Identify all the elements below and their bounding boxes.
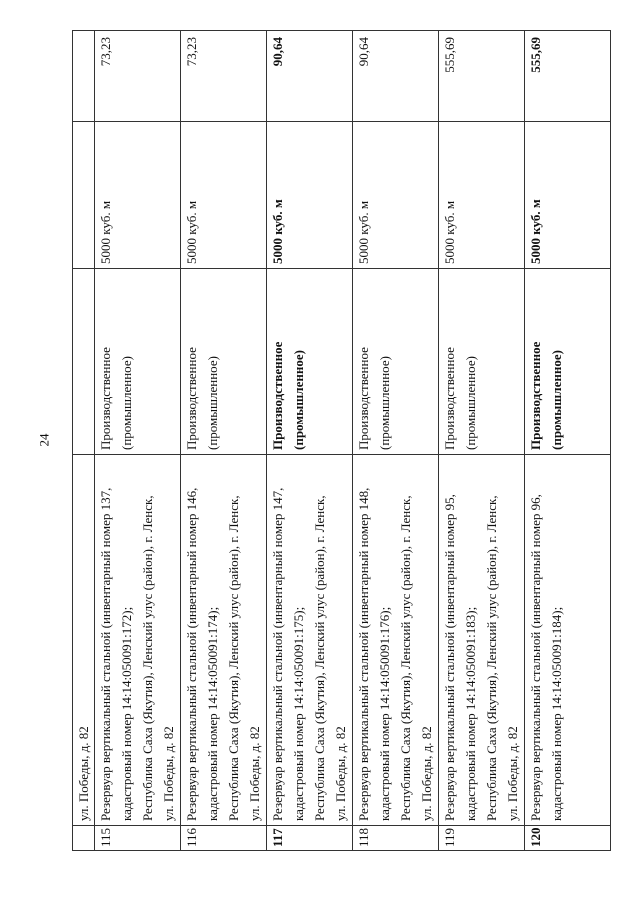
desc-line: кадастровый номер 14:14:050091:176); (377, 606, 393, 821)
cell-area: 90,64 (267, 31, 353, 122)
cell-type: Производственное (промышленное) (181, 269, 267, 455)
desc-line: Резервуар вертикальный стальной (инвентарный номер 95, (442, 494, 458, 821)
desc-line: Республика Саха (Якутия), Ленский улус (район), г. Ленск, (312, 495, 328, 821)
table-row (525, 31, 611, 851)
desc-line: кадастровый номер 14:14:050091:183); (463, 606, 479, 821)
cell-volume: 5000 куб. м (439, 122, 525, 269)
desc-line: Резервуар вертикальный стальной (инвентарный номер 96, (528, 494, 544, 821)
desc-line: Резервуар вертикальный стальной (инвентарный номер 147, (270, 487, 286, 821)
cell-volume (73, 122, 95, 269)
cell-area: 73,23 (181, 31, 267, 122)
cell-description (525, 455, 611, 826)
cell-description (353, 455, 439, 826)
cell-area: 90,64 (353, 31, 439, 122)
cell-area (73, 31, 95, 122)
cell-volume: 5000 куб. м (525, 122, 611, 269)
table-row-continuation (73, 31, 95, 851)
cell-description (267, 455, 353, 826)
desc-line: Республика Саха (Якутия), Ленский улус (район), г. Ленск, (140, 495, 156, 821)
cell-num: 120 (525, 826, 611, 851)
desc-line: Республика Саха (Якутия), Ленский улус (район), г. Ленск, (484, 495, 500, 821)
cell-volume: 5000 куб. м (267, 122, 353, 269)
cell-area: 73,23 (95, 31, 181, 122)
cell-num: 116 (181, 826, 267, 851)
cell-num (73, 826, 95, 851)
cell-description (181, 455, 267, 826)
cell-num: 117 (267, 826, 353, 851)
desc-line: ул. Победы, д. 82 (161, 726, 177, 821)
table-row (181, 31, 267, 851)
cell-description: ул. Победы, д. 82 (73, 455, 95, 826)
cell-volume: 5000 куб. м (95, 122, 181, 269)
rotated-table-container (72, 31, 582, 851)
desc-line: кадастровый номер 14:14:050091:184); (549, 606, 565, 821)
table-row (439, 31, 525, 851)
desc-line: Резервуар вертикальный стальной (инвентарный номер 148, (356, 487, 372, 821)
desc-line: ул. Победы, д. 82 (505, 726, 521, 821)
desc-line: ул. Победы, д. 82 (247, 726, 263, 821)
cell-volume: 5000 куб. м (353, 122, 439, 269)
desc-line: кадастровый номер 14:14:050091:174); (205, 606, 221, 821)
table-row (95, 31, 181, 851)
desc-line: кадастровый номер 14:14:050091:175); (291, 606, 307, 821)
cell-type: Производственное (промышленное) (95, 269, 181, 455)
desc-line: Резервуар вертикальный стальной (инвентарный номер 146, (184, 487, 200, 821)
cell-num: 115 (95, 826, 181, 851)
desc-line: Республика Саха (Якутия), Ленский улус (район), г. Ленск, (226, 495, 242, 821)
desc-line: Республика Саха (Якутия), Ленский улус (район), г. Ленск, (398, 495, 414, 821)
table-row (267, 31, 353, 851)
desc-line: ул. Победы, д. 82 (333, 726, 349, 821)
desc-line: Резервуар вертикальный стальной (инвентарный номер 137, (98, 487, 114, 821)
cell-type (73, 269, 95, 455)
cell-type: Производственное (промышленное) (439, 269, 525, 455)
table-row (353, 31, 439, 851)
desc-line: кадастровый номер 14:14:050091:172); (119, 606, 135, 821)
property-table (72, 30, 611, 851)
cell-num: 118 (353, 826, 439, 851)
page-number: 24 (36, 433, 52, 447)
cell-volume: 5000 куб. м (181, 122, 267, 269)
cell-area: 555,69 (439, 31, 525, 122)
cell-description (439, 455, 525, 826)
cell-num: 119 (439, 826, 525, 851)
cell-type: Производственное (промышленное) (267, 269, 353, 455)
cell-type: Производственное (промышленное) (353, 269, 439, 455)
cell-type: Производственное (промышленное) (525, 269, 611, 455)
cell-description (95, 455, 181, 826)
cell-area: 555,69 (525, 31, 611, 122)
desc-line: ул. Победы, д. 82 (419, 726, 435, 821)
